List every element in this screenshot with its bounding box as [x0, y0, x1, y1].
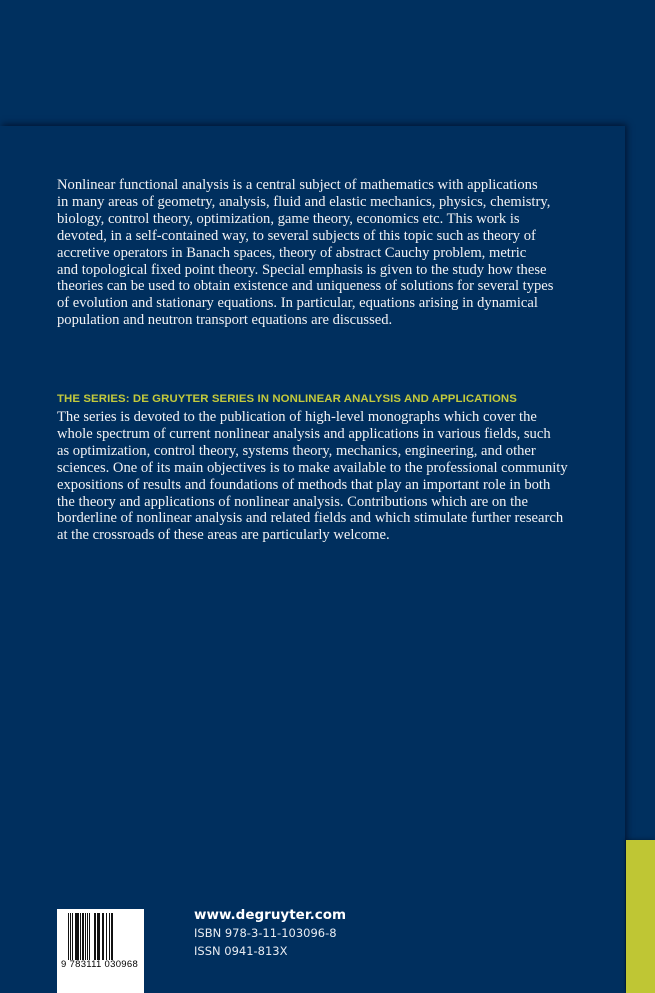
text-line: at the crossroads of these areas are particularly welcome. [57, 527, 390, 544]
text-line: population and neutron transport equations are discussed. [57, 312, 393, 329]
barcode [57, 909, 144, 993]
accent-strip [626, 840, 655, 993]
issn: ISSN 0941-813X [194, 944, 288, 958]
publisher-url: www.degruyter.com [194, 907, 347, 923]
text-line: The series is devoted to the publication of high-level monographs which cover the [57, 409, 537, 425]
text-line: Nonlinear functional analysis is a central subject of mathematics with applications [57, 177, 538, 193]
text-line: borderline of nonlinear analysis and related fields and which stimulate further research [57, 510, 564, 527]
text-line: expositions of results and foundations of methods that play an important role in both [57, 476, 551, 493]
barcode-bars [68, 913, 137, 960]
isbn: ISBN 978-3-11-103096-8 [194, 926, 337, 940]
text-line: accretive operators in Banach spaces, theory of abstract Cauchy problem, metric [57, 244, 527, 261]
text-line: devoted, in a self-contained way, to several subjects of this topic such as theory of [57, 227, 536, 244]
series-heading: THE SERIES: DE GRUYTER SERIES IN NONLINEAR ANALYSIS AND APPLICATIONS [57, 393, 517, 405]
text-line: the theory and applications of nonlinear analysis. Contributions which are on the [57, 493, 528, 510]
text-line: and topological fixed point theory. Special emphasis is given to the study how these [57, 261, 547, 278]
text-line: biology, control theory, optimization, game theory, economics etc. This work is [57, 210, 520, 227]
barcode-bar [114, 913, 115, 960]
barcode-digits: 9 783111 030968 [61, 959, 139, 970]
text-line: as optimization, control theory, systems theory, mechanics, engineering, and other [57, 442, 536, 459]
text-line: whole spectrum of current nonlinear analysis and applications in various fields, such [57, 425, 551, 442]
text-line: sciences. One of its main objectives is to make available to the professional community [57, 459, 568, 476]
text-line: theories can be used to obtain existence and uniqueness of solutions for several types [57, 278, 554, 295]
text-line: in many areas of geometry, analysis, fluid and elastic mechanics, physics, chemistry, [57, 193, 551, 210]
text-line: of evolution and stationary equations. In particular, equations arising in dynamical [57, 295, 538, 312]
